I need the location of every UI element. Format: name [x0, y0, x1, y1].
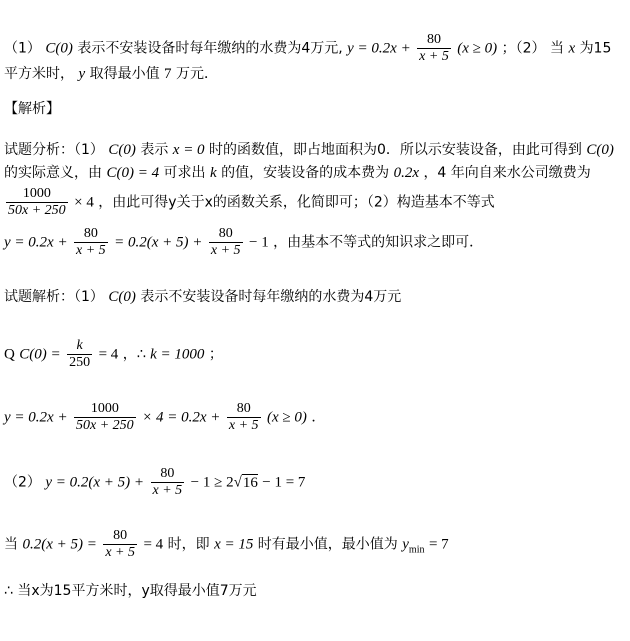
fraction-numerator: 80 [236, 401, 251, 416]
fraction-numerator: 80 [83, 226, 98, 241]
fraction-1000-over-50x250 [6, 186, 68, 219]
jiexi-heading: 【解析】 [4, 101, 60, 117]
fraction-denominator: x + 5 [152, 483, 183, 498]
fraction [151, 466, 185, 499]
solution-label: 试题解析：（1） [4, 289, 104, 305]
part1-desc: 表示不安装设备时每年缴纳的水费为4万元, [77, 40, 343, 57]
x-var: x [568, 40, 576, 57]
fraction [74, 226, 108, 259]
analysis-line-1 [4, 140, 614, 160]
answer-line-2 [4, 64, 218, 84]
c0-symbol: C(0) [586, 142, 614, 158]
fraction-denominator: x + 5 [210, 243, 241, 258]
fraction [209, 226, 243, 259]
fraction-numerator: 80 [160, 466, 175, 481]
answer-line-1 [4, 32, 611, 65]
fraction-denominator: x + 5 [105, 545, 135, 560]
fraction-numerator: 80 [218, 226, 233, 241]
line2-a: 平方米时， [4, 66, 74, 82]
fraction-denominator: 50x + 250 [76, 418, 134, 433]
eq-4: = 4 [143, 536, 164, 553]
text: 时，即 [167, 536, 210, 553]
text: 表示 [140, 142, 169, 158]
c0-eq: C(0) = [19, 346, 61, 363]
solution-line-6: ∴ 当x为15平方米时，y取得最小值7万元 [4, 583, 257, 599]
fraction-denominator: 250 [69, 355, 91, 370]
domain: (x ≥ 0) [457, 40, 498, 57]
cost-expr: 0.2x [393, 165, 419, 181]
analysis-line-4 [4, 226, 483, 259]
fraction-numerator: 80 [426, 32, 441, 47]
text: ，由基本不等式的知识求之即可． [273, 234, 484, 251]
y-expr: y = 0.2x + [4, 409, 68, 426]
minus-1: − 1 [248, 234, 269, 251]
part2-label: （2） [4, 474, 41, 491]
c0-symbol: C(0) [108, 142, 136, 158]
separator: ；（2） 当 [501, 40, 564, 57]
text: 时的函数值，即占地面积为0．所以示安装设备，由此可得到 [209, 142, 582, 158]
fraction-denominator: x + 5 [76, 243, 106, 258]
radicand: 16 [242, 474, 258, 491]
solution-line-5 [4, 528, 449, 561]
period: ． [311, 409, 326, 426]
x-equals-0: x = 0 [172, 142, 205, 158]
lhs-expr: 0.2(x + 5) = [22, 536, 97, 553]
min-value: = 7 [428, 536, 449, 553]
text: 表示不安装设备时每年缴纳的水费为4万元 [140, 289, 402, 305]
y-expr: y = 0.2x + [4, 234, 68, 251]
text: 的实际意义，由 [4, 165, 102, 181]
part1-label: （1） [4, 40, 41, 57]
result: − 1 = 7 [262, 474, 306, 491]
domain: (x ≥ 0) [267, 409, 307, 426]
solution-line-3 [4, 401, 325, 434]
x-value: x = 15 [214, 536, 254, 553]
fraction [227, 401, 261, 434]
solution-line-4 [4, 466, 305, 499]
line2-c: 万元． [175, 66, 218, 82]
fraction-numerator: k [76, 338, 83, 353]
solution-line-2 [4, 338, 223, 371]
text: ，由此可得y关于x的函数关系，化简即可；（2）构造基本不等式 [98, 194, 495, 211]
fraction-80-over-x5 [417, 32, 451, 65]
min-subscript: min [408, 544, 425, 556]
y-expr: y = 0.2(x + 5) + [45, 474, 145, 491]
y-var: y [402, 536, 409, 553]
k-var: k [209, 165, 217, 181]
because-symbol: Q [4, 346, 15, 363]
text: 可求出 [163, 165, 206, 181]
fraction [74, 401, 136, 434]
func-lhs: y = 0.2x + [347, 40, 411, 57]
text: 当 [4, 536, 18, 553]
tail-text: 为15 [579, 40, 612, 57]
fraction-denominator: x + 5 [228, 418, 259, 433]
fraction-denominator: x + 5 [419, 49, 449, 64]
min-value: 7 [164, 66, 172, 82]
times-4: × 4 [74, 194, 94, 211]
middle-expr: = 0.2(x + 5) + [114, 234, 203, 251]
sqrt-sign: √ [233, 474, 242, 491]
text: 的值，安装设备的成本费为 [221, 165, 390, 181]
line2-b: 取得最小值 [89, 66, 160, 82]
y-var: y [78, 66, 86, 82]
fraction [103, 528, 137, 561]
analysis-line-2 [4, 163, 591, 183]
semicolon: ； [208, 346, 223, 363]
fraction-numerator: 1000 [22, 186, 51, 201]
analysis-label: 试题分析：（1） [4, 142, 104, 158]
c0-symbol: C(0) [108, 289, 136, 305]
eq-4: = 4 [98, 346, 119, 363]
c0-symbol: C(0) [45, 40, 73, 57]
fraction-numerator: 1000 [90, 401, 119, 416]
inequality: − 1 ≥ 2 [190, 474, 234, 491]
text: ，4 年向自来水公司缴费为 [423, 165, 591, 181]
text: 时有最小值，最小值为 [257, 536, 398, 553]
fraction-k-over-250 [67, 338, 92, 371]
therefore: ，∴ [122, 346, 146, 363]
solution-line-1 [4, 287, 401, 307]
analysis-line-3 [4, 186, 495, 219]
middle-expr: × 4 = 0.2x + [142, 409, 221, 426]
fraction-denominator: 50x + 250 [8, 203, 66, 218]
c0-eq-4: C(0) = 4 [106, 165, 160, 181]
fraction-numerator: 80 [113, 528, 128, 543]
k-value: k = 1000 [150, 346, 205, 363]
